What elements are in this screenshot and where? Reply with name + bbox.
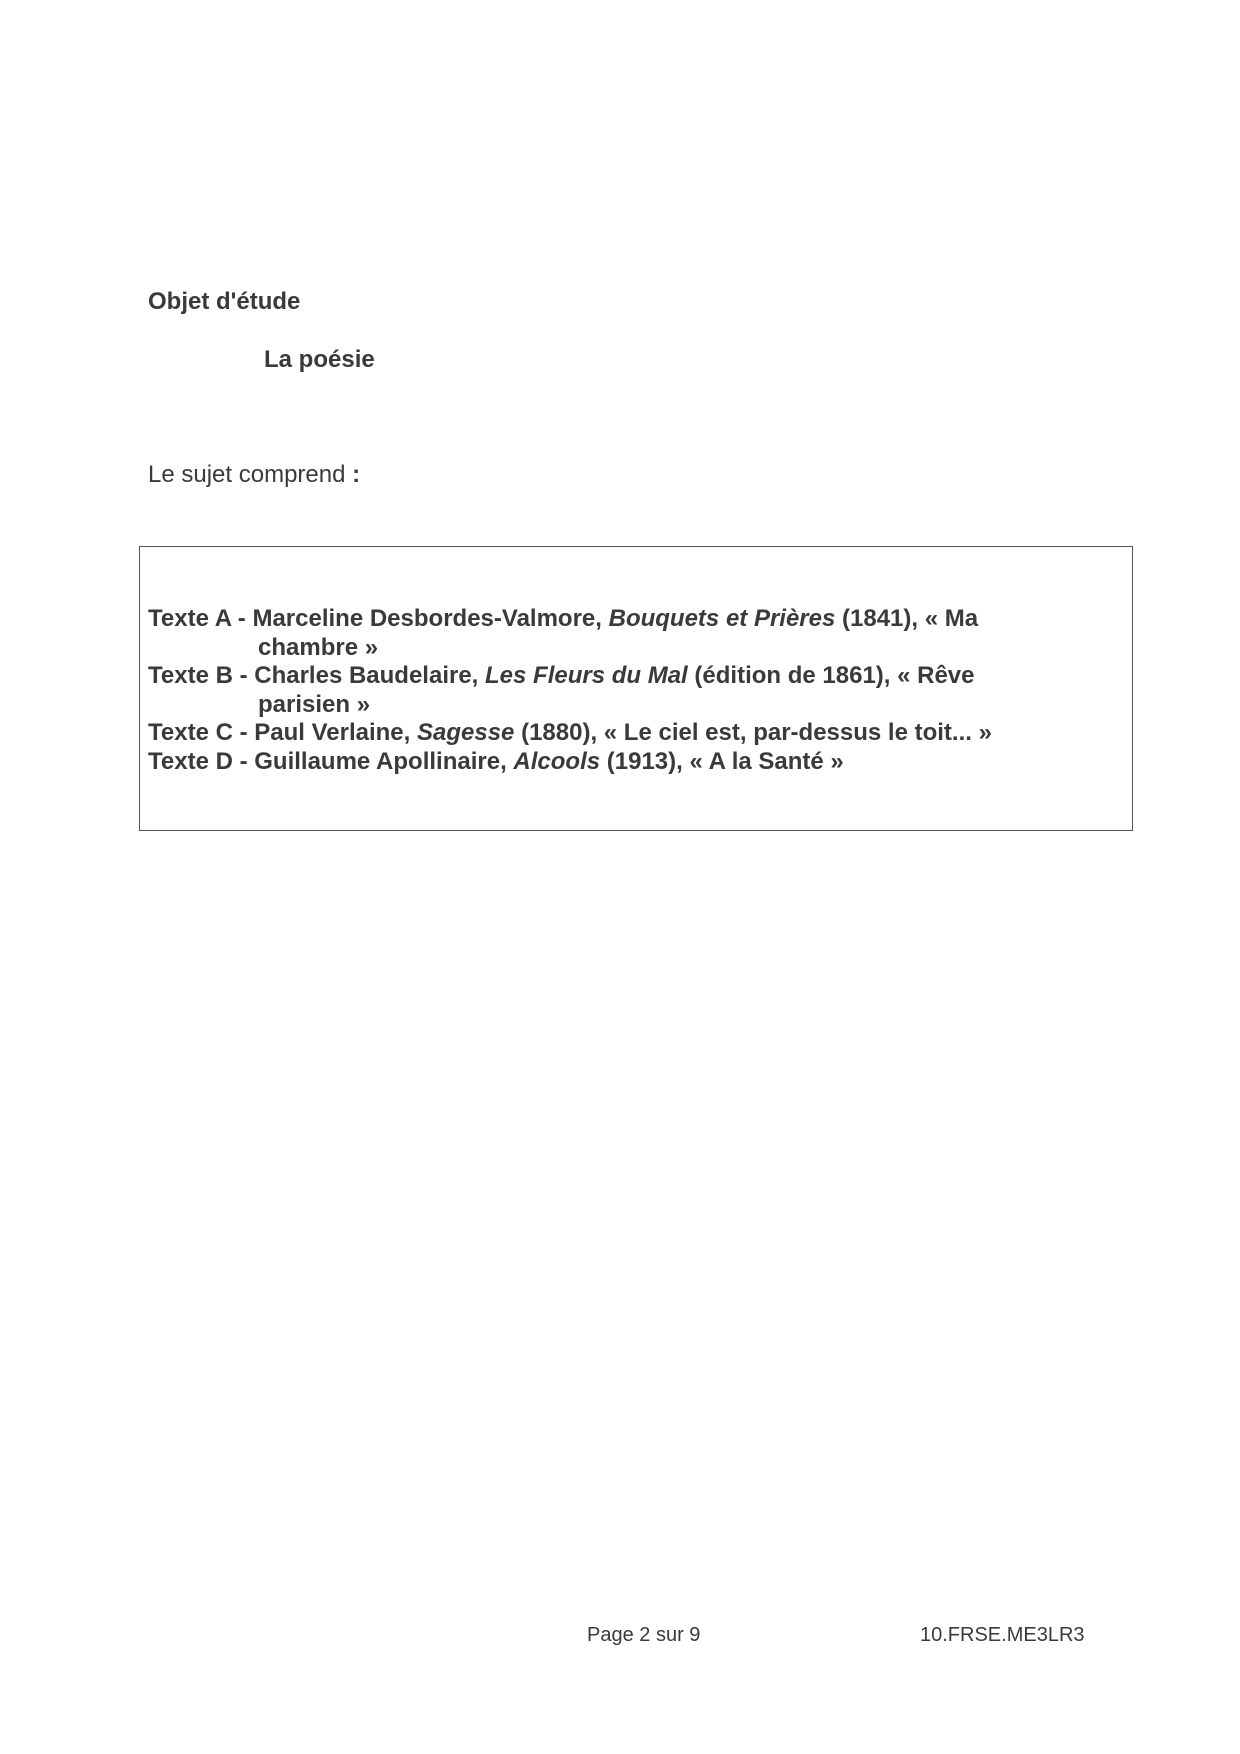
text-entry-c bbox=[148, 719, 1108, 748]
intro-colon: : bbox=[352, 461, 361, 488]
intro-text: Le sujet comprend bbox=[148, 461, 346, 488]
text-entry-continuation: chambre » bbox=[258, 633, 379, 661]
text-entry-suffix: (1913), « A la Santé » bbox=[600, 747, 844, 775]
text-entry-line bbox=[148, 662, 1108, 691]
text-entry-prefix: Texte B - Charles Baudelaire, bbox=[148, 662, 486, 689]
text-entry-suffix: (1880), « Le ciel est, par-dessus le toit... » bbox=[514, 719, 992, 746]
text-entry-suffix: (édition de 1861), « Rêve bbox=[687, 662, 975, 689]
texts-list bbox=[148, 605, 1108, 776]
text-entry-line bbox=[148, 719, 1108, 748]
text-entry-line bbox=[148, 748, 1108, 777]
text-entry-line bbox=[148, 605, 1108, 634]
section-label: Objet d'étude bbox=[148, 288, 301, 315]
text-entry-prefix: Texte D - Guillaume Apollinaire, bbox=[148, 747, 514, 775]
text-entry-title: Bouquets et Prières bbox=[608, 605, 836, 632]
page-number: Page 2 sur 9 bbox=[587, 1624, 701, 1646]
text-entry-a bbox=[148, 605, 1108, 662]
text-entry-d bbox=[148, 748, 1108, 777]
text-entry-suffix: (1841), « Ma bbox=[835, 605, 979, 632]
text-entry-title: Alcools bbox=[513, 747, 601, 775]
document-code: 10.FRSE.ME3LR3 bbox=[920, 1624, 1085, 1646]
text-entry-title: Les Fleurs du Mal bbox=[485, 662, 688, 689]
section-title: La poésie bbox=[264, 346, 375, 373]
text-entry-title: Sagesse bbox=[417, 719, 515, 746]
text-entry-continuation: parisien » bbox=[258, 690, 371, 718]
text-entry-prefix: Texte C - Paul Verlaine, bbox=[148, 719, 417, 746]
text-entry-prefix: Texte A - Marceline Desbordes-Valmore, bbox=[148, 605, 609, 632]
intro-line bbox=[148, 461, 360, 489]
text-entry-b bbox=[148, 662, 1108, 719]
